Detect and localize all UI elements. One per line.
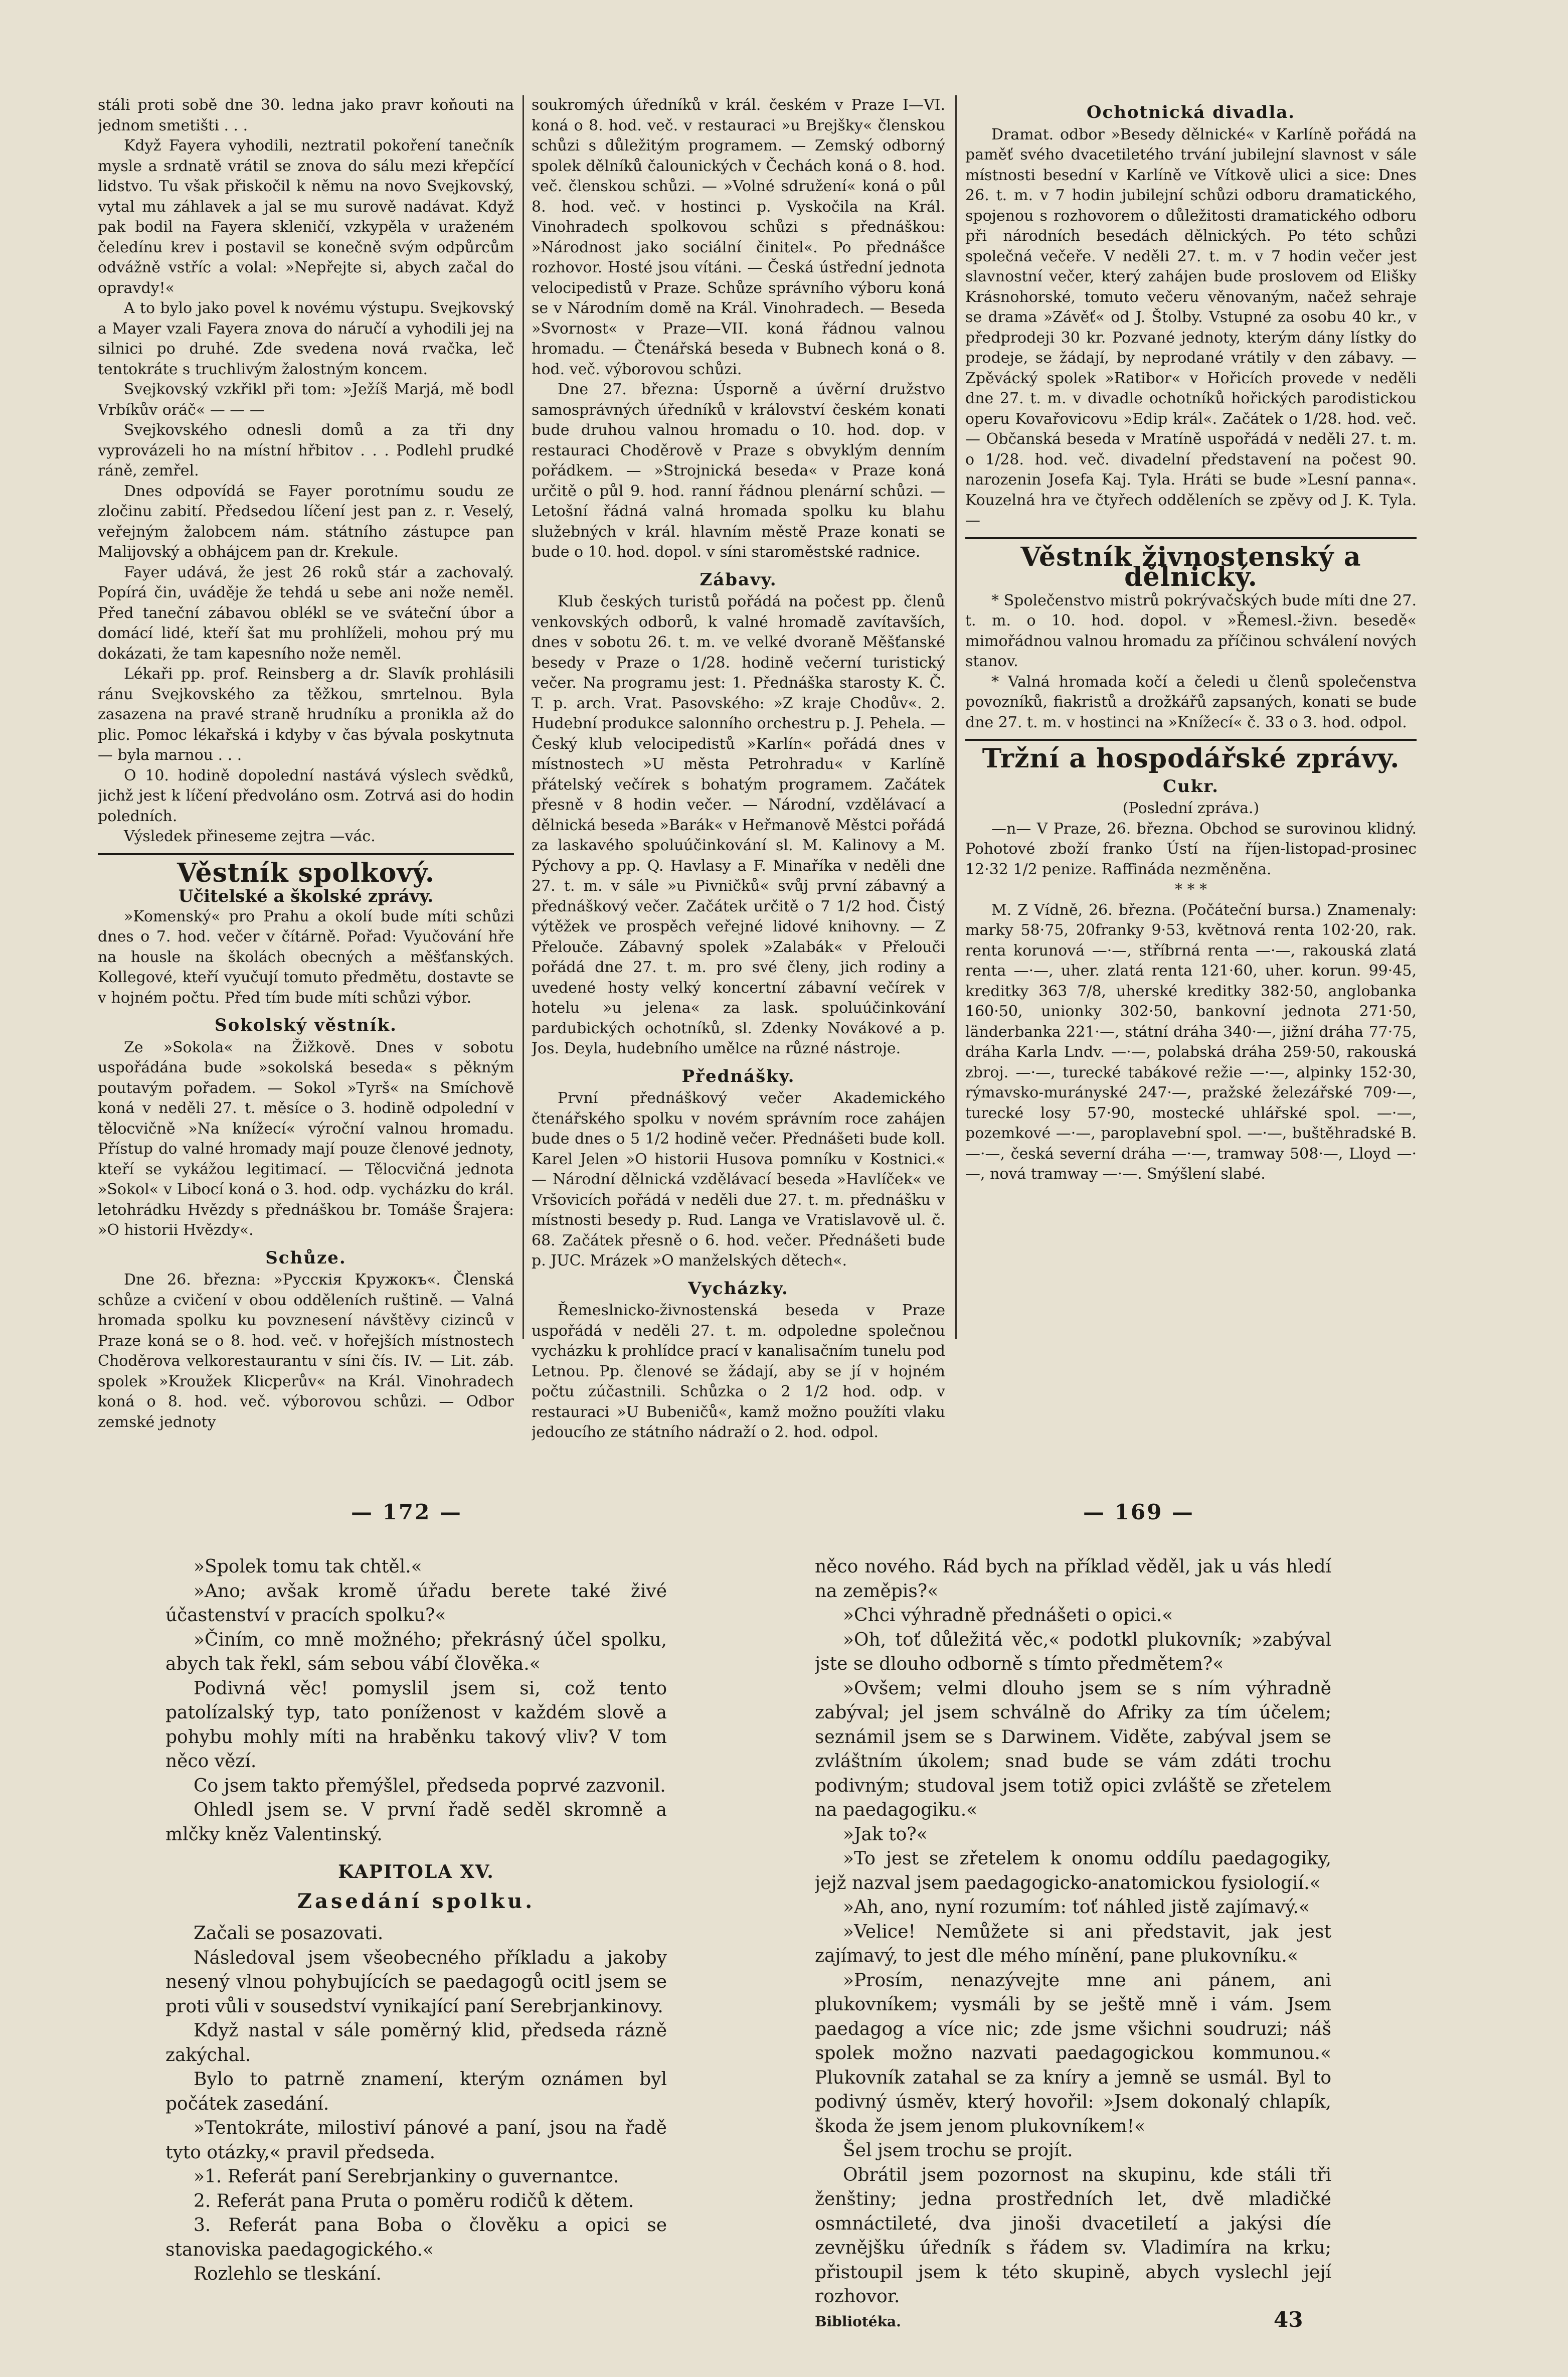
paragraph: Šel jsem trochu se projít. (843, 2140, 1073, 2161)
paragraph-schuze: Dne 26. března: »Русскія Кружокъ«. Členská schůze a cvičení v obou odděleních ruštině. — Valná hromada spolku ku povznesení návštěvy cizinců v Praze koná se o 8. hod. več. v hořejších místnostech Choděrova velkorestaurantu v síni čís. IV. — Lit. záb. spolek »Kroužek Klicperův« na Král. Vinohradech koná o 8. hod. več. výborovou schůzi. — Odbor zemské jednoty (98, 1271, 514, 1431)
paragraph: »Velice! Nemůžete si ani představit, jak jest zajímavý, to jest dle mého mínění, pane plukovníku.« (815, 1921, 1331, 1966)
paragraph-zabavy: Klub českých turistů pořádá na počest pp. členů venkovských odborů, k valné hromadě zavítavších, dnes v sobotu 26. t. m. ve velké dvoraně Měšťanské besedy v Praze o 1/28. hodině večerní turistický večer. Na programu jest: 1. Přednáška starosty K. Č. T. p. arch. Vrat. Pasovského: »Z kraje Chodův«. 2. Hudební produkce salonního orchestru p. J. Pehela. — Český klub velocipedistů »Karlín« pořádá dnes v místnostech »U města Petrohradu« v Karlíně přátelský večírek s bohatým programem. Začátek přesně v 8 hodin večer. — Národní, vzdělávací a dělnická beseda »Barák« v Heřmanově Městci pořádá za laskavého spoluúčinkování sl. M. Kalinovy a M. Pýchovy a pp. Q. Havlasy a F. Minaříka v neděli dne 27. t. m. v sále »u Pivničků« svůj první zábavný a přednáškový večer. Začátek určitě o 7 1/2 hod. Čistý výtěžek ve prospěch veřejné lidové knihovny. — Z Přelouče. Zábavný spolek »Zalabák« v Přelouči pořádá dne 27. t. m. pro své členy, jich rodiny a uvedené hosty velký koncertní zábavní večírek v hotelu »u jelena« za lask. spoluúčinkování pardubických ochotníků, sl. Zdenky Novákové a p. Jos. Deyla, hudebního umělce na různé nástroje. (532, 593, 945, 1057)
paragraph: Výsledek přineseme zejtra —vác. (124, 828, 376, 845)
paragraph: Co jsem takto přemýšlel, předseda poprvé zazvonil. (194, 1775, 666, 1796)
column-1 (98, 95, 514, 1485)
column-2 (532, 95, 945, 1485)
subheading-schuze: Schůze. (265, 1247, 346, 1268)
paragraph: Obrátil jsem pozornost na skupinu, kde stáli tři ženštiny; jedna prostředních let, dvě mladičké osmnáctileté, dva jinoši dvacetiletí a jakýsi díe zevnějšku úředník s řádem sv. Vladimíra na krku; přistoupil jsem k této skupině, abych vyslechl její rozhovor. (815, 2164, 1331, 2307)
paragraph-prednasky: První přednáškový večer Akademického čtenářského spolku v novém správním roce zahájen bude dnes o 5 1/2 hodině večer. Přednášeti bude koll. Karel Jelen »O historii Husova pomníku v Kostnici.« — Národní dělnická vzdělávací beseda »Havlíček« ve Vršovicích pořádá v neděli due 27. t. m. přednášku v místnosti besedy p. Rud. Langa ve Vratislavově ul. č. 68. Začátek přesně o 6. hod. večer. Přednášeti bude p. JUC. Mrázek »O manželských dětech«. (532, 1089, 945, 1270)
paragraph: »Ovšem; velmi dlouho jsem se s ním výhradně zabýval; jel jsem schválně do Afriky za tím účelem; seznámil jsem se s Darwinem. Viděte, zabýval jsem se zvláštním úkolem; snad bude se vám zdáti trochu podivným; studoval jsem totiž opici zvláště se zřetelem na paedagogiku.« (815, 1678, 1331, 1820)
subheading-zabavy: Zábavy. (700, 569, 777, 590)
divider (965, 739, 1417, 741)
paragraph: Když nastal v sále poměrný klid, předseda rázně zakýchal. (165, 2020, 667, 2066)
paragraph: »Tentokráte, milostiví pánové a paní, jsou na řadě tyto otázky,« pravil předseda. (165, 2118, 667, 2163)
paragraph: Následoval jsem všeobecného příkladu a jakoby nesený vlnou pohybujících se paedagogů ocitl jsem se proti vůli v sousedství vynikající paní Serebrjankinovy. (165, 1947, 667, 2017)
left-page-folio: — 172 — (351, 1500, 462, 1524)
signature-number: 43 (1274, 2307, 1303, 2332)
paragraph: něco nového. Rád bych na příklad věděl, jak u vás hledí na zeměpis?« (815, 1556, 1331, 1602)
paragraph: Bylo to patrně znamení, kterým oznámen byl počátek zasedání. (165, 2069, 667, 2114)
paragraph: 2. Referát pana Pruta o poměru rodičů k dětem. (194, 2190, 634, 2211)
paragraph-viden-bursa: M. Z Vídně, 26. března. (Počáteční bursa.) Znamenaly: marky 58·75, 20franky 9·53, květnová renta 102·20, rak. renta korunová —·—, stříbrná renta —·—, rakouská zlatá renta —·—, uher. zlatá renta 121·60, uher. korun. 99·45, kreditky 363 7/8, uherské kreditky 382·50, anglobanka 160·50, unionky 302·50, bankovní jednota 271·50, länderbanka 221·—, státní dráha 340·—, jižní dráha 77·75, dráha Karla Lndv. —·—, polabská dráha 259·50, rakouská zbroj. —·—, turecké tabákové režie —·—, alpinky 152·30, rýmavsko-murányské 247·—, pražské železářské 709·—, turecké losy 57·90, mostecké uhlářské spol. —·—, pozemkové —·—, paroplavební spol. —·—, buštěhradské B. —·—, česká severní dráha —·—, tramway 508·—, Lloyd —·—, nová tramway —·—. Smýšlení slabé. (965, 901, 1417, 1183)
paragraph: Začali se posazovati. (194, 1923, 384, 1944)
left-book-page (165, 1555, 667, 2307)
paragraph-brezen-27: Dne 27. března: Úsporně a úvěrní družstvo samosprávných úředníků v království českém konati bude druhou valnou hromadu o 10. hod. dop. v restauraci Choděrově v Praze s obvyklým denním pořádkem. — »Strojnická beseda« v Praze koná určitě o půl 9. hod. ranní řádnou plenární schůzi. — Letošní řádná valná hromada spolku ku blahu služebných v král. hlavním městě Praze konati se bude o 10. hod. dopol. v síni staroměstské radnice. (532, 381, 945, 561)
chapter-number: KAPITOLA XV. (338, 1861, 494, 1882)
divider (98, 853, 514, 855)
paragraph-divadla: Dramat. odbor »Besedy dělnické« v Karlíně pořádá na paměť svého dvacetiletého trvání jubilejní slavnost v sále místnosti besední v Karlíně ve Vítkově ulici a sice: Dnes 26. t. m. v 7 hodin jubilejní schůzi odboru dramatického, spojenou s rozhovorem o důležitosti dramatického odboru při národních besedách dělnických. Po této schůzi společná večeře. V neděli 27. t. m. v 7 hodin večer jest slavnostní večer, který zahájen bude proslovem od Elišky Krásnohorské, tomuto večeru věnovaným, načež sehraje se drama »Závěť« od J. Štolby. Vstupné za osobu 40 kr., v předprodeji 30 kr. Pozvané jednoty, kterým dány lístky do prodeje, se žádají, by neprodané vrátily v den zábavy. — Zpěvácký spolek »Ratibor« v Hořicích provede v neděli dne 27. t. m. v divadle ochotníků hořických parodistickou operu Kovařovicovu »Edip král«. Začátek o 1/28. hod. več. — Občanská beseda v Mratíně uspořádá v neděli 27. t. m. o 1/28. hod. več. divadelní představení na počest 90. narozenin Josefa Kaj. Tyla. Hráti se bude »Lesní panna«. Kouzelná hra ve čtyřech odděleních se zpěvy od J. K. Tyla. — (965, 125, 1417, 529)
paragraph: Ohledl jsem se. V první řadě seděl skromně a mlčky kněz Valentinský. (165, 1800, 667, 1845)
asterism: * * * (1174, 881, 1207, 898)
subheading-posledni-zprava: (Poslední zpráva.) (1122, 800, 1260, 817)
paragraph: »To jest se zřetelem k onomu oddílu paedagogiky, jejž nazval jsem paedagogicko-anatomickou fysiologií.« (815, 1848, 1331, 1893)
footer-label: Bibliotéka. (815, 2313, 901, 2330)
section-heading-zivnostensky: Věstník živnostenský a dělnický. (1020, 541, 1361, 592)
paragraph: »Chci výhradně přednášeti o opici.« (843, 1605, 1173, 1626)
subheading-sokolsky: Sokolský věstník. (215, 1015, 397, 1035)
paragraph: »Oh, toť důležitá věc,« podotkl plukovník; »zabýval jste se dlouho odborně s tímto předmětem?« (815, 1629, 1331, 1674)
paragraph: A to bylo jako povel k novému výstupu. Svejkovský a Mayer vzali Fayera znova do náručí a vyhodili jej na silnici po druhé. Zde svedena nová rvačka, leč tentokráte s truchlivým žalostným koncem. (98, 299, 514, 378)
paragraph: »1. Referát paní Serebrjankiny o guvernantce. (194, 2166, 619, 2187)
paragraph-pokryvaci: * Společenstvo mistrů pokrývačských bude míti dne 27. t. m. o 10. hod. dopol. v »Řemesl.-živn. besedě« mimořádnou valnou hromadu za příčinou schválení nových stanov. (965, 591, 1417, 670)
paragraph: »Ano; avšak kromě úřadu berete také živé účastenství v pracích spolku?« (165, 1580, 667, 1626)
paragraph: Když Fayera vyhodili, neztratil pokoření tanečník mysle a srdnatě vrátil se znova do sálu mezi křepčící lidstvo. Tu však přiskočil k němu na novo Svejkovský, vytal mu záhlavek a jal se mu surově nadávat. Když pak bodil na Fayera skleničí, vzkypěla v uraženém čeledínu krev i postavil se konečně svým odpůrcům odvážně vstříc a volal: »Nepřejte si, abych začal do opravdy!« (98, 137, 514, 297)
paragraph: 3. Referát pana Boba o člověku a opici se stanoviska paedagogického.« (165, 2215, 667, 2260)
paragraph-sokolsky: Ze »Sokola« na Žižkově. Dnes v sobotu uspořádána bude »sokolská beseda« s pěkným poutavým pořadem. — Sokol »Tyrš« na Smíchově koná v neděli 27. t. měsíce o 3. hodině odpolední v tělocvičně »Na knížecí« výroční valnou hromadu. Přístup do valné hromady mají pouze členové jednoty, kteří se vykážou legitimací. — Tělocvičná jednota »Sokol« v Libocí koná o 3. hod. odp. vycházku do král. letohrádku Hvězdy s přednáškou br. Tomáše Šrajera: »O historii Hvězdy«. (98, 1038, 514, 1239)
paragraph: Rozlehlo se tleskání. (194, 2264, 382, 2284)
paragraph-soukromych: soukromých úředníků v král. českém v Praze I—VI. koná o 8. hod. več. v restauraci »u Brejšky« členskou schůzi s důležitým programem. — Zemský odborný spolek dělníků čalounických v Čechách koná o 8. hod. več. členskou schůzi. — »Volné sdružení« koná o půl 8. hod. več. v hostinci p. Vyskočila na Král. Vinohradech spolkovou schůzi s přednáškou: »Národnost jako sociální činitel«. Po přednášce rozhovor. Hosté jsou vítáni. — Česká ústřední jednota velocipedistů v Praze. Schůze správního výboru koná se v Národním domě na Král. Vinohradech. — Beseda »Svornost« v Praze—VII. koná řádnou valnou hromadu. — Čtenářská beseda v Bubnech koná o 8. hod. več. výborovou schůzi. (532, 96, 945, 378)
paragraph: Dnes odpovídá se Fayer porotnímu soudu ze zločinu zabití. Předsedou líčení jest pan z. r. Veselý, veřejným žalobcem nám. státního zástupce pan Malijovský a obhájcem pan dr. Krekule. (98, 482, 514, 561)
subheading-ucitelske: Učitelské a školské zprávy. (178, 886, 434, 906)
paragraph: Fayer udává, že jest 26 roků stár a zachovalý. Popírá čin, uváděje že tehdá u sebe ani nože neměl. Před taneční zábavou oblékl se ve sváteční úbor a domácí lidé, kteří šat mu prohlíželi, mohou prý mu dokázati, že tam kapesního nože neměl. (98, 563, 514, 663)
section-heading-trzni: Tržní a hospodářské zprávy. (982, 743, 1400, 774)
paragraph: »Činím, co mně možného; překrásný účel spolku, abych tak řekl, sám sebou vábí člověka.« (165, 1629, 667, 1674)
paragraph-kocich: * Valná hromada kočí a čeledi u členů společenstva povozníků, fiakristů a drožkářů zapsaných, konati se bude dne 27. t. m. v hostinci na »Knížecí« č. 33 o 3. hod. odpol. (965, 673, 1417, 731)
divider (965, 537, 1417, 539)
paragraph-ucitelske: »Komenský« pro Prahu a okolí bude míti schůzi dnes o 7. hod. večer v čítárně. Pořad: Vyučování hře na housle na školách obecných a měšťanských. Kollegové, kteří vyučují tomuto předmětu, dostavte se v hojném počtu. Před tím bude míti schůzi výbor. (98, 907, 514, 1007)
right-book-page (815, 1555, 1331, 2307)
right-page-folio: — 169 — (1083, 1500, 1194, 1524)
paragraph-cukr: —n— V Praze, 26. března. Obchod se surovinou klidný. Pohotové zboží franko Ústí na říjen-listopad-prosinec 12·32 1/2 penize. Raffináda nezměněna. (965, 820, 1417, 878)
paragraph: »Jak to?« (843, 1824, 928, 1845)
column-1-article (98, 95, 514, 847)
paragraph: Podivná věc! pomyslil jsem si, což tento patolízalský typ, tato poníženost v každém slově a pohybu mohly míti na hraběnku takový vliv? V tom něco vězí. (165, 1678, 667, 1772)
column-3 (965, 95, 1417, 1485)
paragraph: Svejkovského odnesli domů a za tři dny vyprovázeli ho na místní hřbitov . . . Podlehl prudké ráně, zemřel. (98, 421, 514, 480)
column-divider (955, 95, 957, 1339)
paragraph-vychazky: Řemeslnicko-živnostenská beseda v Praze uspořádá v neděli 27. t. m. odpoledne společnou vycházku k prohlídce prací v kanalisačním tunelu pod Letnou. Pp. členové se žádají, aby se jí v hojném počtu zúčastnili. Schůzka o 2 1/2 hod. odp. v restauraci »U Bubeničů«, kamž možno použíti vlaku jedoucího ze státního nádraží o 2. hod. odpol. (532, 1302, 945, 1441)
paragraph: O 10. hodině dopolední nastává výslech svědků, jichž jest k líčení předvoláno osm. Zotrvá asi do hodin poledních. (98, 766, 514, 825)
paragraph: stáli proti sobě dne 30. ledna jako pravr koňouti na jednom smetišti . . . (98, 96, 514, 134)
paragraph: Lékaři pp. prof. Reinsberg a dr. Slavík prohlásili ránu Svejkovského za těžkou, smrtelnou. Byla zasazena na pravé straně hrudníku a pronikla až do plic. Pomoc lékařská i kdyby v čas bývala poskytnuta — byla marnou . . . (98, 665, 514, 764)
chapter-title: Zasedání spolku. (297, 1889, 536, 1913)
subheading-vychazky: Vycházky. (688, 1278, 789, 1299)
subheading-ochotnicka-divadla: Ochotnická divadla. (1086, 102, 1296, 122)
column-divider (522, 95, 524, 1339)
subheading-prednasky: Přednášky. (681, 1066, 795, 1086)
paragraph: Svejkovský vzkřikl při tom: »Ježíš Marjá, mě bodl Vrbíkův oráč« — — — (98, 381, 514, 419)
paragraph: »Prosím, nenazývejte mne ani pánem, ani plukovníkem; vysmáli by se ještě mně i vám. Jsem paedagog a více nic; zde jsme všichni soudruzi; náš spolek možno nazvati paedagogickou kommunou.« Plukovník zatahal se za kníry a jemně se usmál. Byl to podivný úsměv, který hovořil: »Jsem dokonalý chlapík, škoda že jsem jenom plukovníkem!« (815, 1970, 1331, 2137)
section-heading-spolkovy: Věstník spolkový. (177, 857, 435, 888)
paragraph: »Spolek tomu tak chtěl.« (194, 1556, 422, 1577)
paragraph: »Ah, ano, nyní rozumím: toť náhled jistě zajímavý.« (843, 1897, 1310, 1918)
subheading-cukr: Cukr. (1163, 776, 1219, 797)
